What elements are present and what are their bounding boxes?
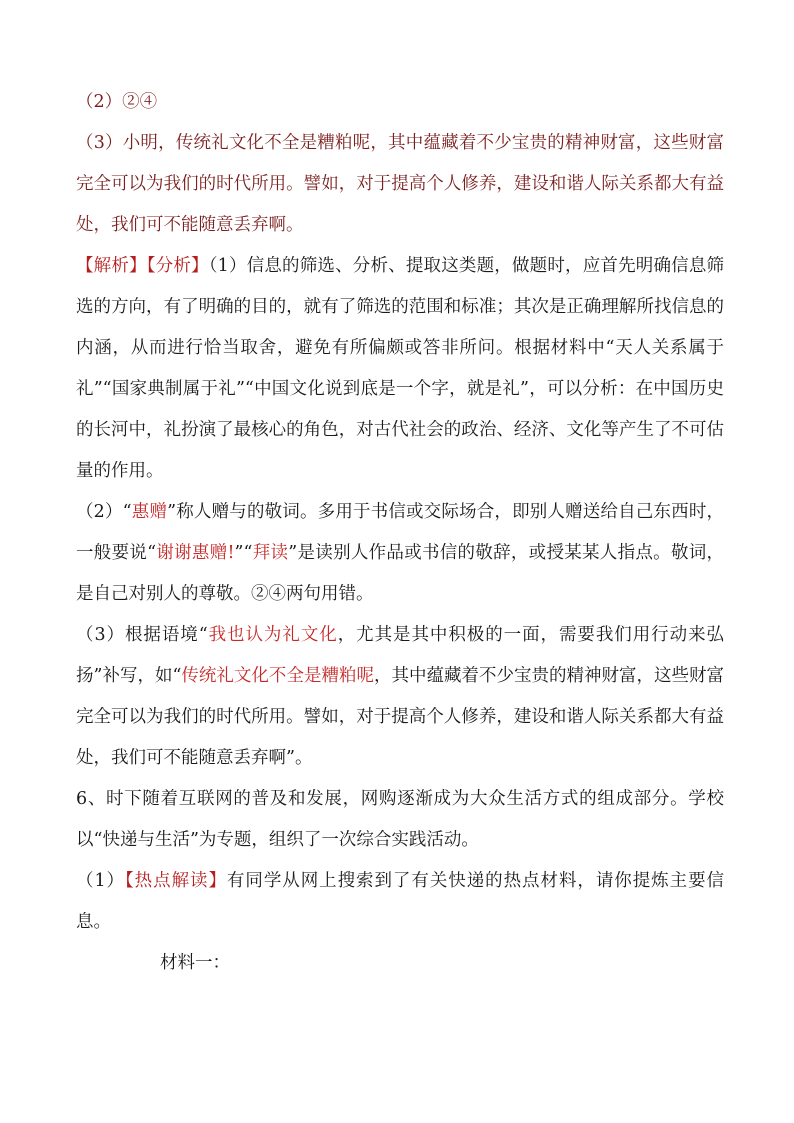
analysis-2 [76, 492, 724, 615]
text-span: ，其中蕴藏着不少宝贵的精神财富，这些财富完全可以为我们的时代所用。譬如，对于提高个人修养，建设和谐人际关系都大有益处，我们可不能随意丢弃啊”。 [76, 666, 724, 768]
analysis-text: （1）信息的筛选、分析、提取这类题，做题时，应首先明确信息筛选的方向，有了明确的目的，就有了筛选的范围和标准；其次是正确理解所找信息的内涵，从而进行恰当取舍，避免有所偏颇或答非所问。根据材料中“天人关系属于礼”“国家典制属于礼”“中国文化说到底是一个字，就是礼”，可以分析：在中国历史的长河中，礼扮演了最核心的角色，对古代社会的政治、经济、文化等产生了不可估量的作用。 [76, 256, 725, 481]
highlight-span: 传统礼文化不全是糟粕呢 [181, 666, 374, 686]
text-span: ”“ [234, 543, 253, 563]
hotspot-tag: 【热点解读】 [124, 871, 227, 891]
question-6: 6、时下随着互联网的普及和发展，网购逐渐成为大众生活方式的组成部分。学校以“快递与生活”为专题，组织了一次综合实践活动。 [76, 789, 724, 850]
answer-3: （3）小明，传统礼文化不全是糟粕呢，其中蕴藏着不少宝贵的精神财富，这些财富完全可以为我们的时代所用。譬如，对于提高个人修养，建设和谐人际关系都大有益处，我们可不能随意丢弃啊。 [76, 133, 724, 235]
text-span: ，尤其是其中积极的一面，需要我们用行动来弘扬”补写，如“ [76, 625, 725, 686]
highlight-span: 惠赠 [131, 502, 168, 522]
analysis-paragraph [76, 246, 724, 492]
analysis-subtag: 【分析】 [146, 256, 209, 276]
question-6-1 [76, 861, 724, 943]
material-label: 材料一： [160, 953, 230, 973]
highlight-span: 谢谢惠赠! [156, 543, 235, 563]
text-span: （3）根据语境“ [76, 625, 208, 645]
text-span: ”称人赠与的敬词。多用于书信或交际场合，即别人赠送给自己东西时，一般要说“ [76, 502, 724, 563]
highlight-span: 拜读 [252, 543, 289, 563]
highlight-span: 我也认为礼文化 [207, 625, 338, 645]
document-page [76, 82, 724, 984]
analysis-tag: 【解析】 [76, 256, 147, 276]
text-span: 有同学从网上搜索到了有关快递的热点材料，请你提炼主要信息。 [76, 871, 725, 932]
text-span: ”是读别人作品或书信的敬辞，或授某某人指点。敬词，是自己对别人的尊敬。②④两句用错。 [76, 543, 725, 604]
answer-2: （2）②④ [76, 92, 158, 112]
text-span: （1） [76, 871, 125, 891]
analysis-3 [76, 615, 724, 779]
text-span: （2）“ [76, 502, 132, 522]
